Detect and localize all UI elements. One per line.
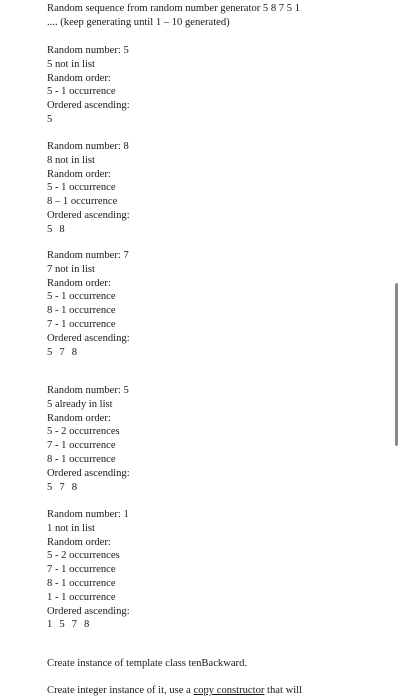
ordered-ascending-values: 5 [47, 113, 53, 125]
sequence-block-5 [47, 508, 347, 632]
instruction-text-end: that will [264, 685, 303, 696]
intro-line-2: .... (keep generating until 1 – 10 generated) [47, 16, 230, 28]
random-order-label: Random order: [47, 536, 111, 548]
ordered-ascending-label: Ordered ascending: [47, 209, 130, 221]
ordered-ascending-values: 5 7 8 [47, 346, 80, 358]
sequence-block-1 [47, 44, 347, 127]
ordered-ascending-values: 5 7 8 [47, 481, 80, 493]
occurrence-line: 1 - 1 occurrence [47, 591, 116, 603]
ordered-ascending-values: 5 8 [47, 223, 67, 235]
random-number-line: Random number: 5 [47, 385, 129, 396]
occurrence-line: 7 - 1 occurrence [47, 318, 116, 330]
list-status-line: 5 not in list [47, 58, 95, 70]
instruction-line-2 [47, 684, 392, 698]
random-order-label: Random order: [47, 412, 111, 424]
random-order-label: Random order: [47, 72, 111, 84]
ordered-ascending-label: Ordered ascending: [47, 100, 130, 112]
ordered-ascending-label: Ordered ascending: [47, 332, 130, 344]
occurrence-line: 5 - 1 occurrence [47, 86, 116, 98]
occurrence-line: 5 - 1 occurrence [47, 182, 116, 194]
ordered-ascending-label: Ordered ascending: [47, 605, 130, 617]
instruction-line-1: Create instance of template class tenBackward. [47, 658, 248, 669]
occurrence-line: 5 - 2 occurrences [47, 550, 120, 562]
random-order-label: Random order: [47, 168, 111, 180]
instruction-text: Create integer instance of it, use a [47, 685, 194, 696]
intro-text [47, 2, 392, 30]
intro-line-1: Random sequence from random number generator 5 8 7 5 1 [47, 3, 300, 14]
sequence-block-3 [47, 249, 347, 359]
random-number-line: Random number: 1 [47, 509, 129, 520]
random-number-line: Random number: 5 [47, 45, 129, 56]
occurrence-line: 5 - 1 occurrence [47, 291, 116, 303]
list-status-line: 8 not in list [47, 154, 95, 166]
occurrence-line: 5 - 2 occurrences [47, 426, 120, 438]
occurrence-line: 7 - 1 occurrence [47, 564, 116, 576]
list-status-line: 1 not in list [47, 522, 95, 534]
ordered-ascending-label: Ordered ascending: [47, 467, 130, 479]
sequence-block-2 [47, 140, 347, 237]
list-status-line: 5 already in list [47, 398, 113, 410]
random-number-line: Random number: 8 [47, 141, 129, 152]
scrollbar-thumb[interactable] [395, 283, 398, 446]
occurrence-line: 7 - 1 occurrence [47, 440, 116, 452]
ordered-ascending-values: 1 5 7 8 [47, 619, 92, 631]
list-status-line: 7 not in list [47, 263, 95, 275]
occurrence-line: 8 - 1 occurrence [47, 305, 116, 317]
occurrence-line: 8 – 1 occurrence [47, 196, 118, 208]
random-number-line: Random number: 7 [47, 250, 129, 261]
sequence-block-4 [47, 384, 347, 494]
occurrence-line: 8 - 1 occurrence [47, 577, 116, 589]
copy-constructor-link[interactable]: copy constructor [193, 685, 265, 696]
random-order-label: Random order: [47, 277, 111, 289]
occurrence-line: 8 - 1 occurrence [47, 453, 116, 465]
